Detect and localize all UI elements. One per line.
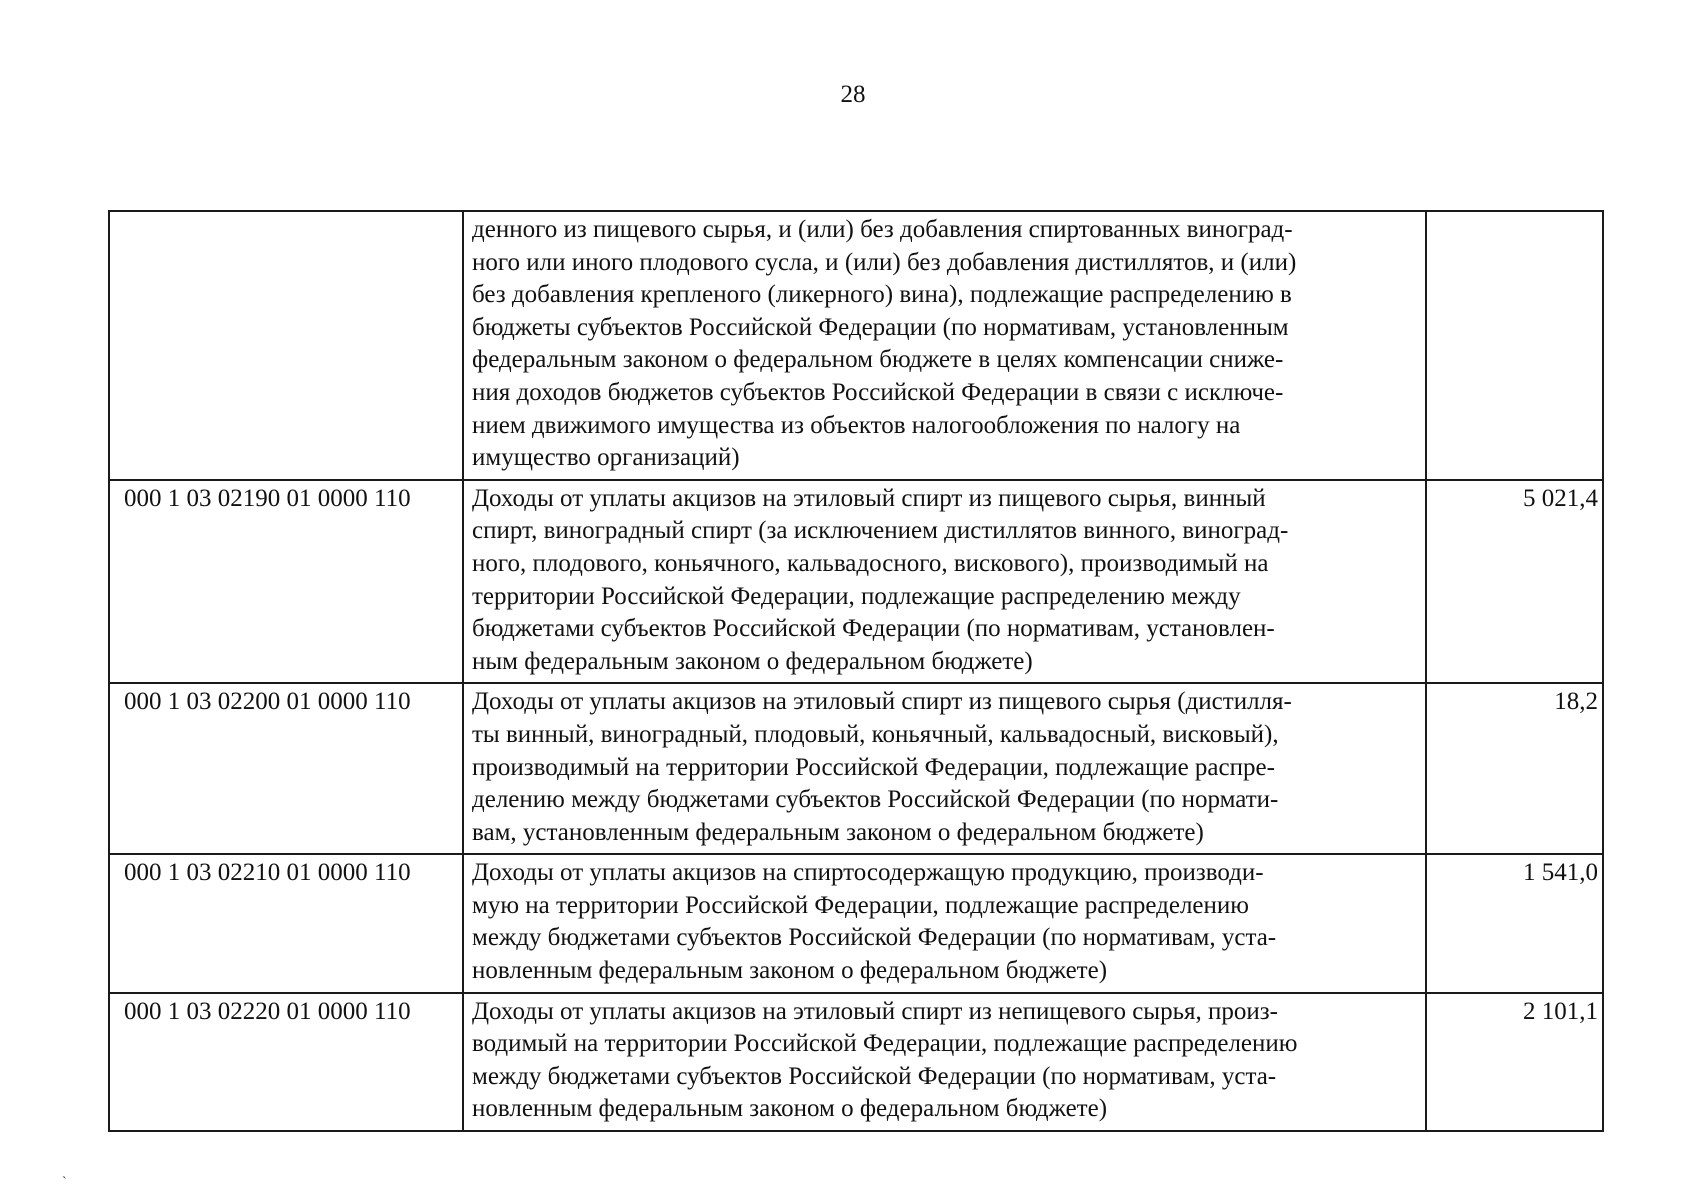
table-row bbox=[109, 854, 1603, 992]
description-line: новленным федеральным законом о федеральном бюджете) bbox=[472, 1095, 1108, 1123]
revenue-description-cell bbox=[463, 854, 1426, 992]
budget-code-cell: 000 1 03 02220 01 0000 110 bbox=[109, 993, 463, 1131]
amount-cell: 2 101,1 bbox=[1426, 993, 1603, 1131]
description-line: бюджеты субъектов Российской Федерации (по нормативам, установленным bbox=[472, 313, 1289, 341]
description-line: между бюджетами субъектов Российской Федерации (по нормативам, уста- bbox=[472, 1062, 1277, 1090]
description-line: между бюджетами субъектов Российской Федерации (по нормативам, уста- bbox=[472, 924, 1277, 952]
description-line: федеральным законом о федеральном бюджете в целях компенсации сниже- bbox=[472, 346, 1284, 374]
description-line: Доходы от уплаты акцизов на этиловый спирт из пищевого сырья, винный bbox=[472, 484, 1266, 512]
budget-code-cell: 000 1 03 02200 01 0000 110 bbox=[109, 683, 463, 854]
table-row bbox=[109, 480, 1603, 684]
budget-revenue-table bbox=[108, 210, 1604, 1132]
description-line: денного из пищевого сырья, и (или) без добавления спиртованных виноград- bbox=[472, 216, 1293, 243]
amount-cell: 5 021,4 bbox=[1426, 480, 1603, 684]
revenue-description-cell bbox=[463, 683, 1426, 854]
description-line: без добавления крепленого (ликерного) вина), подлежащие распределению в bbox=[472, 281, 1292, 309]
amount-cell: 1 541,0 bbox=[1426, 854, 1603, 992]
amount-cell bbox=[1426, 211, 1603, 480]
revenue-description-cell bbox=[463, 993, 1426, 1131]
description-line: мую на территории Российской Федерации, подлежащие распределению bbox=[472, 891, 1249, 919]
description-line: территории Российской Федерации, подлежащие распределению между bbox=[472, 582, 1241, 610]
description-line: ного или иного плодового сусла, и (или) без добавления дистиллятов, и (или) bbox=[472, 248, 1297, 276]
table-row bbox=[109, 993, 1603, 1131]
budget-code-cell bbox=[109, 211, 463, 480]
description-line: спирт, виноградный спирт (за исключением дистиллятов винного, виноград- bbox=[472, 517, 1289, 545]
description-line: производимый на территории Российской Федерации, подлежащие распре- bbox=[472, 753, 1275, 781]
description-line: новленным федеральным законом о федеральном бюджете) bbox=[472, 957, 1108, 985]
description-line: Доходы от уплаты акцизов на этиловый спирт из непищевого сырья, произ- bbox=[472, 997, 1278, 1025]
table-body bbox=[109, 211, 1603, 1131]
budget-code-cell: 000 1 03 02210 01 0000 110 bbox=[109, 854, 463, 992]
description-line: ния доходов бюджетов субъектов Российской Федерации в связи с исключе- bbox=[472, 378, 1284, 406]
description-line: имущество организаций) bbox=[472, 444, 740, 472]
table-row bbox=[109, 683, 1603, 854]
description-line: нием движимого имущества из объектов налогообложения по налогу на bbox=[472, 411, 1241, 439]
description-line: бюджетами субъектов Российской Федерации (по нормативам, установлен- bbox=[472, 615, 1275, 643]
amount-cell: 18,2 bbox=[1426, 683, 1603, 854]
description-line: Доходы от уплаты акцизов на этиловый спирт из пищевого сырья (дистилля- bbox=[472, 688, 1292, 716]
table-row bbox=[109, 211, 1603, 480]
description-line: водимый на территории Российской Федерации, подлежащие распределению bbox=[472, 1030, 1298, 1058]
description-line: Доходы от уплаты акцизов на спиртосодержащую продукцию, производи- bbox=[472, 859, 1264, 887]
description-line: делению между бюджетами субъектов Российской Федерации (по нормати- bbox=[472, 786, 1279, 814]
description-line: ты винный, виноградный, плодовый, коньячный, кальвадосный, висковый), bbox=[472, 720, 1279, 748]
budget-code-cell: 000 1 03 02190 01 0000 110 bbox=[109, 480, 463, 684]
description-line: ным федеральным законом о федеральном бюджете) bbox=[472, 647, 1033, 675]
scan-mark: ` bbox=[62, 1175, 67, 1190]
description-line: ного, плодового, коньячного, кальвадосного, вискового), производимый на bbox=[472, 549, 1269, 577]
page-number: 28 bbox=[840, 81, 866, 108]
description-line: вам, установленным федеральным законом о федеральном бюджете) bbox=[472, 818, 1204, 846]
revenue-description-cell bbox=[463, 480, 1426, 684]
revenue-description-cell bbox=[463, 211, 1426, 480]
